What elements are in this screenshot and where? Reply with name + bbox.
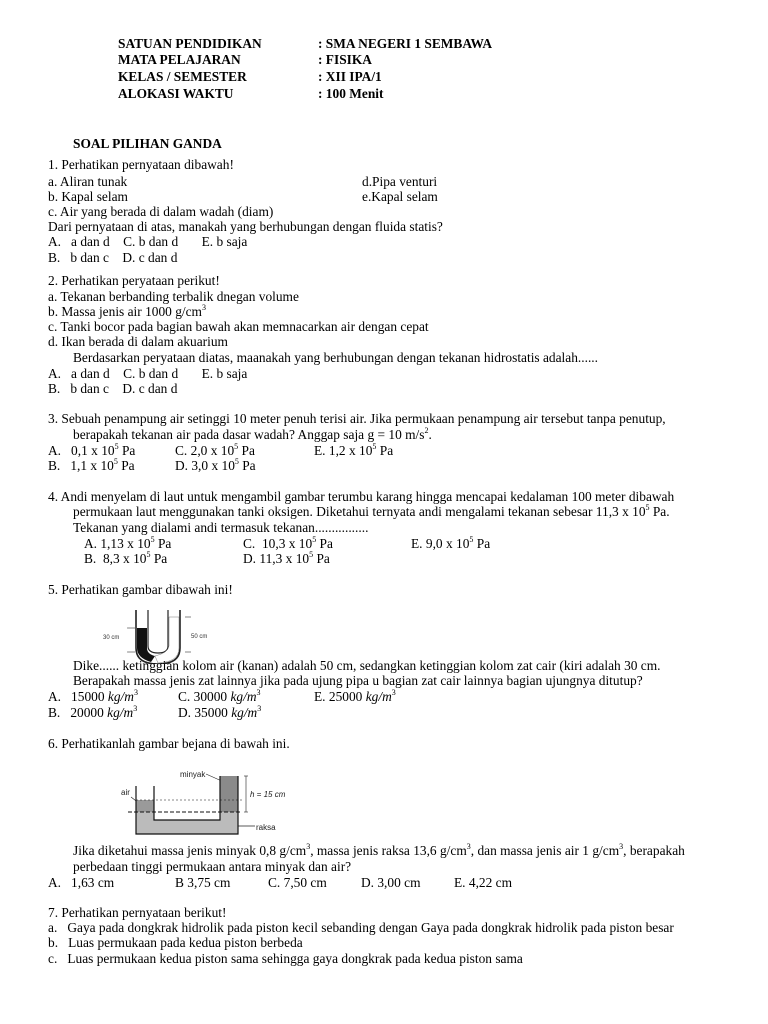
q6-option-d: D. 3,00 cm: [361, 875, 421, 890]
vessel-figure: [118, 762, 318, 840]
q2-item-d: d. Ikan berada di dalam akuarium: [48, 334, 228, 349]
q5-option-b: B. 20000 $kg/m^3$: [48, 704, 138, 720]
vessel-label-h: h = 15 cm: [250, 790, 286, 799]
section-title: SOAL PILIHAN GANDA: [73, 136, 222, 151]
header-label-4: ALOKASI WAKTU: [118, 86, 234, 101]
q3-option-b: B. 1,1 x $10^5$ Pa: [48, 457, 135, 473]
q4-option-b: B. 8,3 x $10^5$ Pa: [84, 550, 168, 566]
q4-option-a: A. 1,13 x $10^5$ Pa: [84, 535, 172, 551]
q2-options-1: A. a dan d C. b dan d E. b saja: [48, 366, 248, 381]
vessel-label-air: air: [121, 788, 130, 797]
q6-text2: perbedaan tinggi permukaan antara minyak dan air?: [73, 859, 352, 874]
q5-option-c: C. 30000 $kg/m^3$: [178, 688, 261, 704]
q1-item-c: c. Air yang berada di dalam wadah (diam): [48, 204, 274, 219]
q6-option-a: A. 1,63 cm: [48, 875, 115, 890]
q2-question: Berdasarkan peryataan diatas, maanakah yang berhubungan dengan tekanan hidrostatis adalah......: [73, 350, 599, 365]
q2-options-2: B. b dan c D. c dan d: [48, 381, 178, 396]
q1-item-b: b. Kapal selam: [48, 189, 128, 204]
u-tube-figure: [95, 604, 235, 664]
vessel-label-raksa: raksa: [256, 823, 276, 832]
header-value-3: : XII IPA/1: [318, 69, 382, 84]
q2-item-b: b. Massa jenis air 1000 $g/cm^3$: [48, 303, 206, 319]
header-value-4: : 100 Menit: [318, 86, 384, 101]
q4-stem: 4. Andi menyelam di laut untuk mengambil gambar terumbu karang hingga mencapai kedalaman 100 meter dibawah: [48, 489, 675, 504]
q5-option-e: E. 25000 $kg/m^3$: [314, 688, 396, 704]
q4-option-d: D. 11,3 x $10^5$ Pa: [243, 550, 330, 566]
q3-option-a: A. 0,1 x $10^5$ Pa: [48, 442, 136, 458]
q5-text2: Berapakah massa jenis zat lainnya jika pada ujung pipa u bagian zat cair lainnya bagian ujungnya ditutup?: [73, 673, 643, 688]
header-label-3: KELAS / SEMESTER: [118, 69, 247, 84]
q1-item-d: d.Pipa venturi: [362, 174, 438, 189]
q4-option-c: C. 10,3 x $10^5$ Pa: [243, 535, 333, 551]
q3-stem: 3. Sebuah penampung air setinggi 10 meter penuh terisi air. Jika permukaan penampung air tersebut tanpa penutup,: [48, 411, 666, 426]
q1-options-1: A. a dan d C. b dan d E. b saja: [48, 234, 248, 249]
q5-text1: Dike...... ketinggian kolom air (kanan) adalah 50 cm, sedangkan ketinggian kolom zat cair (kiri adalah 30 cm.: [73, 658, 661, 673]
q1-question: Dari pernyataan di atas, manakah yang berhubungan dengan fluida statis?: [48, 219, 443, 234]
vessel-label-minyak: minyak: [180, 770, 206, 779]
q3-stem2: berapakah tekanan air pada dasar wadah? Anggap saja g = 10 $m/s^2$.: [73, 426, 432, 442]
q7-item-a: a. Gaya pada dongkrak hidrolik pada piston kecil sebanding dengan Gaya pada dongkrak hidrolik pada piston besar: [48, 920, 674, 935]
header-value-2: : FISIKA: [318, 52, 372, 67]
q4-stem3: Tekanan yang dialami andi termasuk tekanan................: [73, 520, 369, 535]
q5-option-d: D. 35000 $kg/m^3$: [178, 704, 262, 720]
q5-option-a: A. 15000 $kg/m^3$: [48, 688, 138, 704]
u-tube-label-right: 50 cm: [191, 634, 208, 640]
q1-stem: 1. Perhatikan pernyataan dibawah!: [48, 157, 234, 172]
q1-item-e: e.Kapal selam: [362, 189, 438, 204]
q6-option-c: C. 7,50 cm: [268, 875, 327, 890]
q7-item-b: b. Luas permukaan pada kedua piston berbeda: [48, 935, 303, 950]
q6-option-b: B 3,75 cm: [175, 875, 231, 890]
q7-item-c: c. Luas permukaan kedua piston sama sehingga gaya dongkrak pada kedua piston sama: [48, 951, 523, 966]
q3-option-e: E. 1,2 x $10^5$ Pa: [314, 442, 394, 458]
q2-item-a: a. Tekanan berbanding terbalik dnegan volume: [48, 289, 299, 304]
q2-item-c: c. Tanki bocor pada bagian bawah akan memnacarkan air dengan cepat: [48, 319, 429, 334]
q5-stem: 5. Perhatikan gambar dibawah ini!: [48, 582, 233, 597]
header-label-2: MATA PELAJARAN: [118, 52, 241, 67]
u-tube-label-left: 30 cm: [103, 635, 120, 641]
q7-stem: 7. Perhatikan pernyataan berikut!: [48, 905, 227, 920]
q4-stem2: permukaan laut menggunakan tanki oksigen. Diketahui ternyata andi mengalami tekanan sebesar 11,3 x $10^5$ Pa.: [73, 503, 670, 519]
q3-option-d: D. 3,0 x $10^5$ Pa: [175, 457, 256, 473]
q4-option-e: E. 9,0 x $10^5$ Pa: [411, 535, 491, 551]
header-value-1: : SMA NEGERI 1 SEMBAWA: [318, 36, 493, 51]
q6-stem: 6. Perhatikanlah gambar bejana di bawah ini.: [48, 736, 290, 751]
q2-stem: 2. Perhatikan peryataan perikut!: [48, 273, 220, 288]
q1-options-2: B. b dan c D. c dan d: [48, 250, 178, 265]
q6-option-e: E. 4,22 cm: [454, 875, 513, 890]
header-label-1: SATUAN PENDIDIKAN: [118, 36, 262, 51]
q1-item-a: a. Aliran tunak: [48, 174, 128, 189]
q6-text1: Jika diketahui massa jenis minyak 0,8 $g/cm^3$, massa jenis raksa 13,6 $g/cm^3$, dan massa jenis air 1 $g/cm^3$, berapakah: [73, 842, 685, 858]
q3-option-c: C. 2,0 x $10^5$ Pa: [175, 442, 255, 458]
